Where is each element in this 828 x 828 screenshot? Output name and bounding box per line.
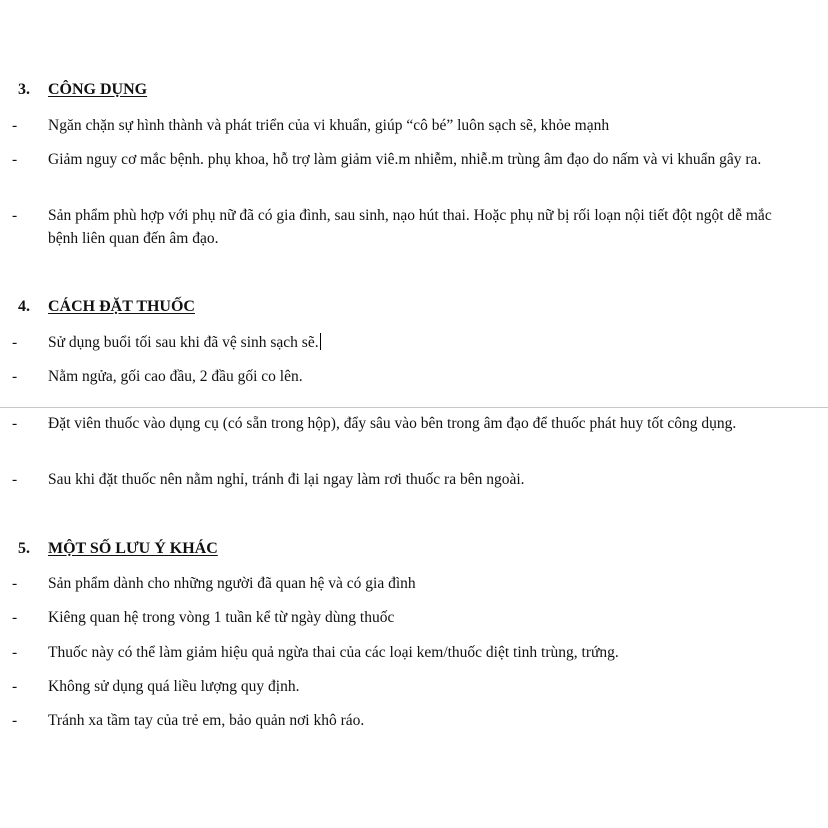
section-number: 4.	[18, 298, 30, 315]
bullet-dash: -	[12, 712, 18, 729]
list-item-text: Không sử dụng quá liều lượng quy định.	[48, 678, 300, 695]
section-title: CÁCH ĐẶT THUỐC	[48, 298, 195, 315]
bullet-dash: -	[12, 334, 18, 351]
list-item	[12, 148, 772, 171]
section-heading-5	[18, 539, 218, 559]
list-item	[12, 641, 772, 664]
list-item-text: Thuốc này có thể làm giảm hiệu quả ngừa thai của các loại kem/thuốc diệt tinh trùng, trứng.	[48, 644, 619, 661]
bullet-dash: -	[12, 207, 18, 224]
list-item	[12, 468, 772, 491]
list-item-text: Sản phẩm dành cho những người đã quan hệ và có gia đình	[48, 575, 416, 592]
list-item-text: Giảm nguy cơ mắc bệnh. phụ khoa, hỗ trợ làm giảm viê.m nhiễm, nhiễ.m trùng âm đạo do nấm và vi khuẩn gây ra.	[48, 151, 762, 168]
section-heading-3	[18, 80, 147, 100]
bullet-dash: -	[12, 644, 18, 661]
list-item	[12, 365, 772, 388]
section-title: CÔNG DỤNG	[48, 81, 148, 98]
list-item	[12, 204, 772, 250]
list-item-text: Sản phẩm phù hợp với phụ nữ đã có gia đình, sau sinh, nạo hút thai. Hoặc phụ nữ bị rối loạn nội tiết đột ngột dễ mắc bệnh liên quan đến âm đạo.	[48, 207, 772, 247]
list-item-text: Nằm ngửa, gối cao đầu, 2 đầu gối co lên.	[48, 368, 303, 385]
bullet-dash: -	[12, 415, 18, 432]
bullet-dash: -	[12, 575, 18, 592]
list-item-text: Sau khi đặt thuốc nên nằm nghỉ, tránh đi lại ngay làm rơi thuốc ra bên ngoài.	[48, 471, 525, 488]
list-item-text: Tránh xa tầm tay của trẻ em, bảo quản nơi khô ráo.	[48, 712, 365, 729]
section-heading-4	[18, 297, 195, 317]
list-item	[12, 114, 772, 137]
list-item-text: Kiêng quan hệ trong vòng 1 tuần kể từ ngày dùng thuốc	[48, 609, 395, 626]
list-item-text: Đặt viên thuốc vào dụng cụ (có sẵn trong hộp), đẩy sâu vào bên trong âm đạo để thuốc phát huy tốt công dụng.	[48, 415, 737, 432]
section-number: 3.	[18, 81, 30, 98]
text-cursor	[320, 333, 321, 350]
list-item	[12, 572, 772, 595]
list-item-text: Ngăn chặn sự hình thành và phát triển của vi khuẩn, giúp “cô bé” luôn sạch sẽ, khỏe mạnh	[48, 117, 610, 134]
list-item	[12, 606, 772, 629]
bullet-dash: -	[12, 471, 18, 488]
bullet-dash: -	[12, 678, 18, 695]
section-number: 5.	[18, 540, 30, 557]
bullet-dash: -	[12, 609, 18, 626]
list-item	[12, 412, 772, 435]
list-item	[12, 675, 772, 698]
list-item-text	[48, 331, 772, 354]
list-item-text-content: Sử dụng buổi tối sau khi đã vệ sinh sạch sẽ.	[48, 334, 319, 351]
page-break-divider	[0, 407, 828, 408]
bullet-dash: -	[12, 117, 18, 134]
list-item	[12, 331, 772, 354]
list-item	[12, 709, 772, 732]
bullet-dash: -	[12, 368, 18, 385]
bullet-dash: -	[12, 151, 18, 168]
section-title: MỘT SỐ LƯU Ý KHÁC	[48, 540, 218, 557]
